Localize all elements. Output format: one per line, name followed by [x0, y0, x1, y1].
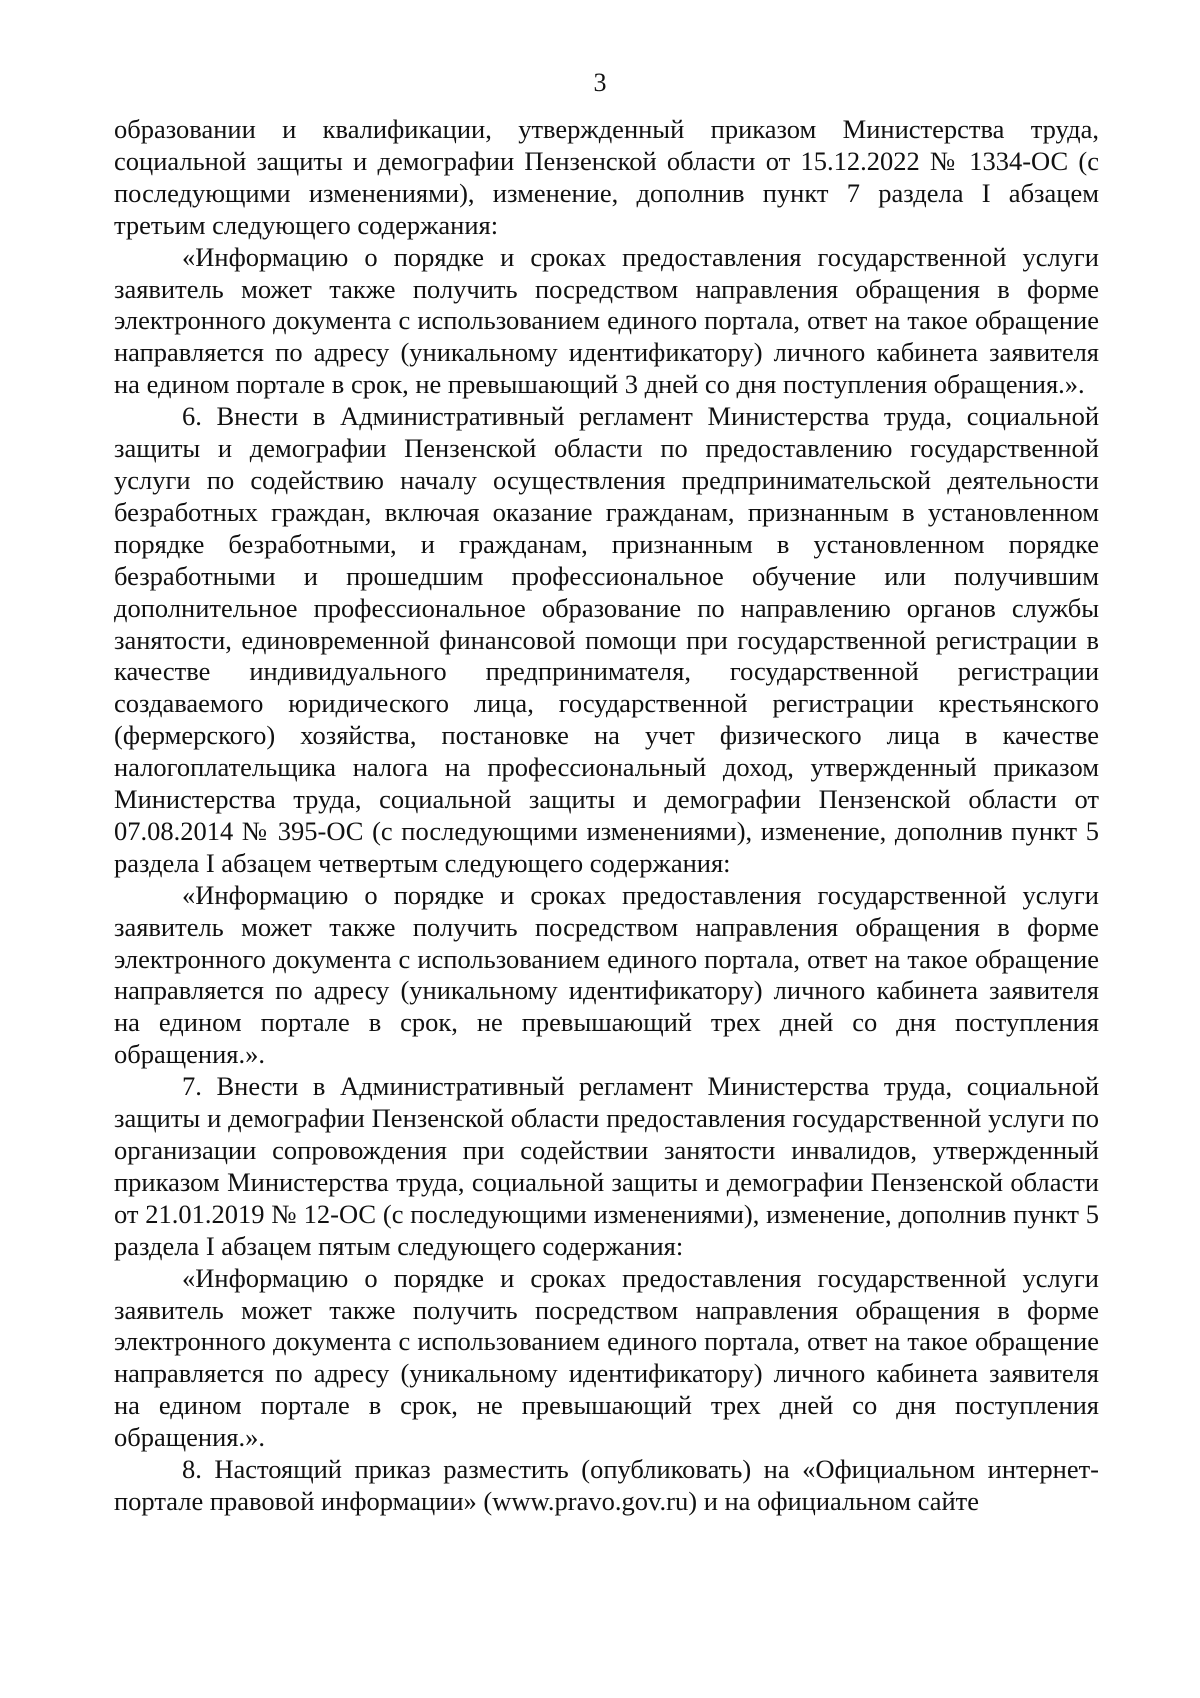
paragraph-item-7: 7. Внести в Административный регламент Министерства труда, социальной защиты и демографии Пензенской области предоставления государственной услуги по организации сопровождения при содействии занятости инвалидов, утвержденный приказом Министерства труда, социальной защиты и демографии Пензенской области от 21.01.2019 № 12-ОС (с последующими изменениями), изменение, дополнив пункт 5 раздела I абзацем пятым следующего содержания: — [114, 1071, 1099, 1261]
paragraph-item-6: 6. Внести в Административный регламент Министерства труда, социальной защиты и демографии Пензенской области по предоставлению государственной услуги по содействию началу осуществления предпринимательской деятельности безработных граждан, включая оказание гражданам, признанным в установленном порядке безработными, и гражданам, признанным в установленном порядке безработными и прошедшим профессиональное обучение или получившим дополнительное профессиональное образование по направлению органов службы занятости, единовременной финансовой помощи при государственной регистрации в качестве индивидуального предпринимателя, государственной регистрации создаваемого юридического лица, государственной регистрации крестьянского (фермерского) хозяйства, постановке на учет физического лица в качестве налогоплательщика налога на профессиональный доход, утвержденный приказом Министерства труда, социальной защиты и демографии Пензенской области от 07.08.2014 № 395-ОС (с последующими изменениями), изменение, дополнив пункт 5 раздела I абзацем четвертым следующего содержания: — [114, 401, 1099, 878]
paragraph-quote-3: «Информацию о порядке и сроках предоставления государственной услуги заявитель может также получить посредством направления обращения в форме электронного документа с использованием единого портала, ответ на такое обращение направляется по адресу (уникальному идентификатору) личного кабинета заявителя на едином портале в срок, не превышающий трех дней со дня поступления обращения.». — [114, 1262, 1099, 1453]
paragraph-item-8: 8. Настоящий приказ разместить (опубликовать) на «Официальном интернет-портале правовой информации» (www.pravo.gov.ru) и на официальном сайте — [114, 1454, 1099, 1516]
page-number: 3 — [593, 68, 607, 97]
document-body — [114, 114, 1099, 1518]
paragraph-quote-2: «Информацию о порядке и сроках предоставления государственной услуги заявитель может также получить посредством направления обращения в форме электронного документа с использованием единого портала, ответ на такое обращение направляется по адресу (уникальному идентификатору) личного кабинета заявителя на едином портале в срок, не превышающий трех дней со дня поступления обращения.». — [114, 879, 1099, 1070]
paragraph-continuation: образовании и квалификации, утвержденный приказом Министерства труда, социальной защиты и демографии Пензенской области от 15.12.2022 № 1334-ОС (с последующими изменениями), изменение, дополнив пункт 7 раздела I абзацем третьим следующего содержания: — [114, 114, 1099, 240]
paragraph-quote-1: «Информацию о порядке и сроках предоставления государственной услуги заявитель может также получить посредством направления обращения в форме электронного документа с использованием единого портала, ответ на такое обращение направляется по адресу (уникальному идентификатору) личного кабинета заявителя на едином портале в срок, не превышающий 3 дней со дня поступления обращения.». — [114, 241, 1099, 400]
